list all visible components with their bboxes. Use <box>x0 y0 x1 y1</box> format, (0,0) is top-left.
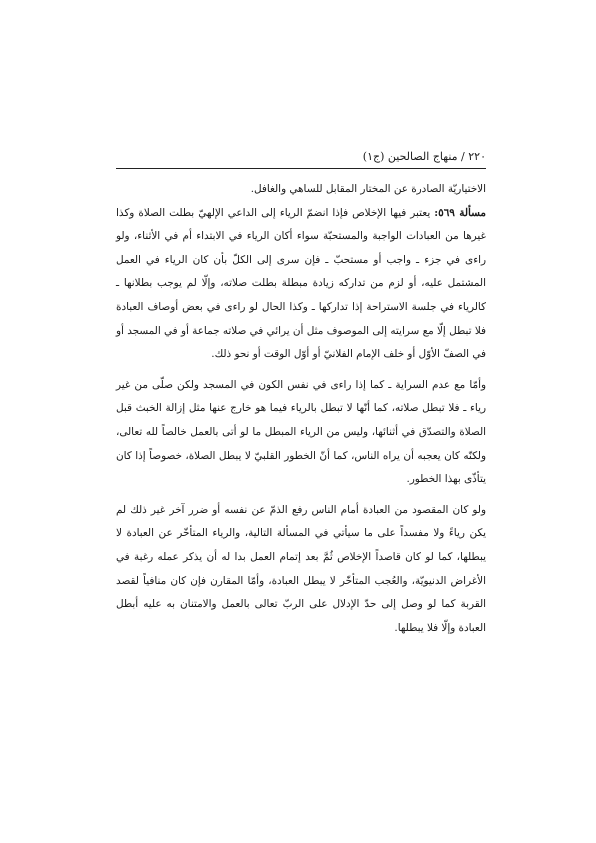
paragraph-2 <box>116 202 486 367</box>
paragraph-2-text: يعتبر فيها الإخلاص فإذا انضمّ الرياء إلى الداعي الإلهيّ بطلت الصلاة وكذا غيرها من العبادات الواجبة والمستحبّة سواء أكان الرياء في الابتداء أم في الأثناء، ولو راءى في جزء ـ واجب أو مستحبّ ـ فإن سرى إلى الكلّ بأن كان الرياء في العمل المشتمل عليه، أو لزم من تداركه زيادة مبطلة بطلت صلاته، وإلّا لم يوجب بطلانها ـ كالرياء في جلسة الاستراحة إذا تداركها ـ وكذا الحال لو راءى في بعض أوصاف العبادة فلا تبطل إلّا مع سرايته إلى الموصوف مثل أن يرائي في صلاته جماعة أو في المسجد أو في الصفّ الأوّل أو خلف الإمام الفلانيّ أو أوّل الوقت أو نحو ذلك. <box>116 206 486 361</box>
paragraph-4-text: ولو كان المقصود من العبادة أمام الناس رفع الذمّ عن نفسه أو ضرر آخر غير ذلك لم يكن رياءً ولا مفسداً على ما سيأتي في المسألة التالية، والرياء المتأخّر عن العبادة لا يبطلها، كما لو كان قاصداً الإخلاص ثُمَّ بعد إتمام العمل بدا له أن يذكر عمله رغبة في الأغراض الدنيويّة، والعُجب المتأخّر لا يبطل العبادة، وأمّا المقارن فإن كان منافياً لقصد القربة كما لو وصل إلى حدّ الإدلال على الربّ تعالى بالعمل والامتنان به عليه أبطل العبادة وإلّا فلا يبطلها. <box>116 503 486 634</box>
paragraph-3 <box>116 374 486 492</box>
paragraph-4 <box>116 499 486 641</box>
paragraph-1 <box>116 178 486 202</box>
paragraph-3-text: وأمّا مع عدم السراية ـ كما إذا راءى في نفس الكون في المسجد ولكن صلّى من غير رياء ـ فلا تبطل صلاته، كما أنّها لا تبطل بالرياء فيما هو خارج عنها مثل إزالة الخبث قبل الصلاة والتصدّق في أثنائها، وليس من الرياء المبطل ما لو أتى بالعمل خالصاً لله تعالى، ولكنّه كان يعجبه أن يراه الناس، كما أنّ الخطور القلبيّ لا يبطل الصلاة، خصوصاً إذا كان يتأذّى بهذا الخطور. <box>116 378 486 486</box>
paragraph-1-text: الاختياريّة الصادرة عن المختار المقابل للساهي والغافل. <box>250 183 486 195</box>
header-divider <box>116 168 486 169</box>
running-header: ٢٢٠ / منهاج الصالحين (ج١) <box>362 150 486 163</box>
document-page <box>116 150 486 640</box>
issue-heading: مسألة ٥٦٩: <box>434 206 486 219</box>
